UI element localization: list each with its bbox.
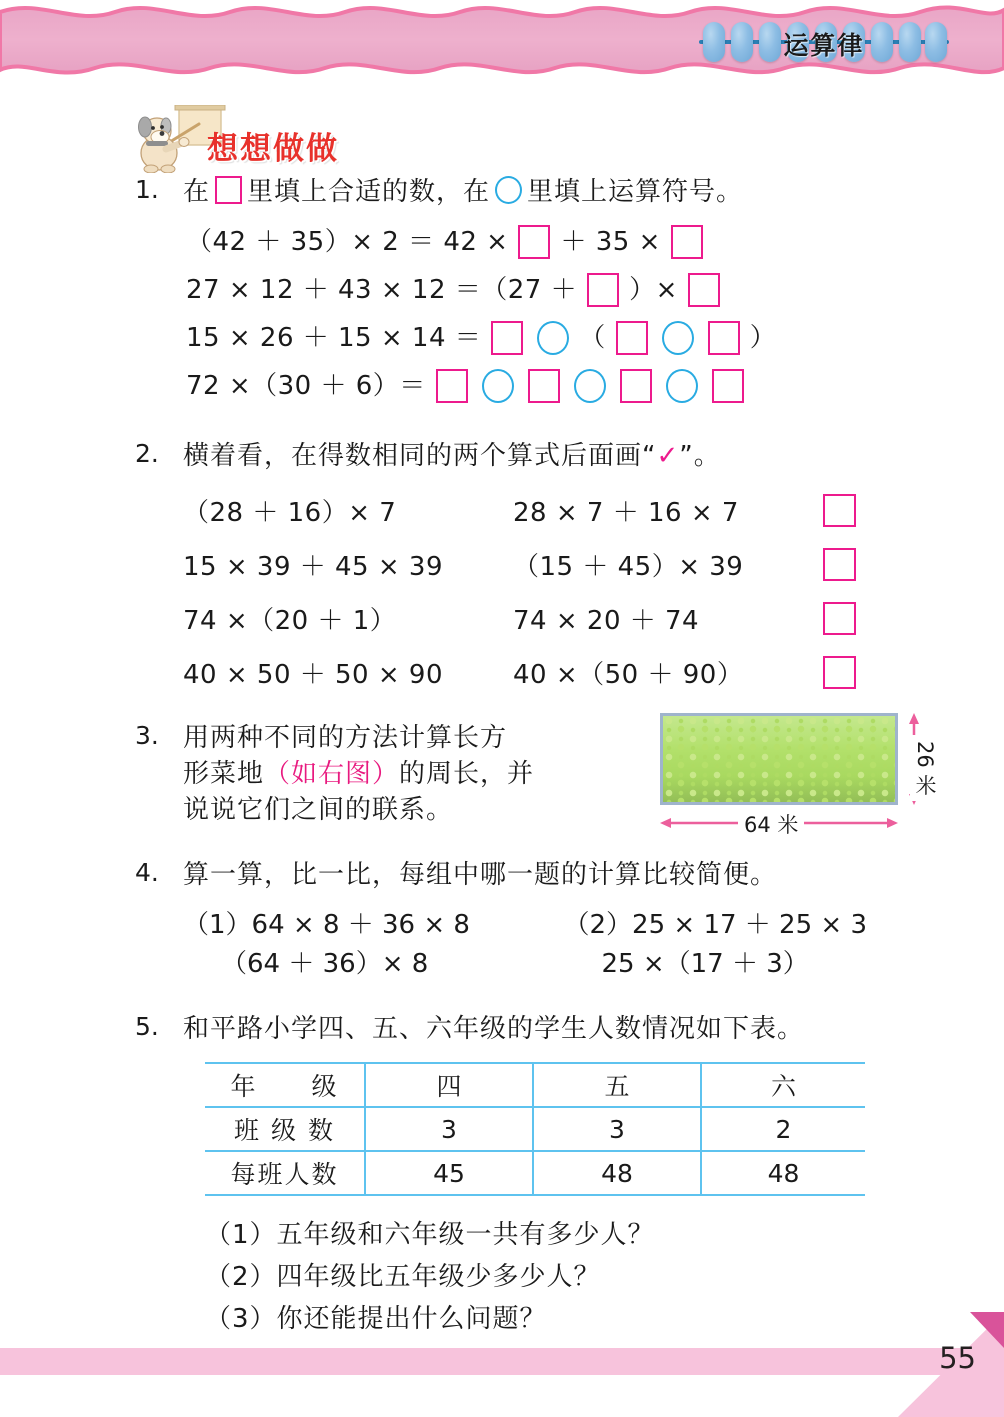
question-1-prompt-part-2: 里填上合适的数，在 [247, 177, 491, 207]
header-band [0, 0, 1004, 82]
check-icon: ✓ [656, 440, 680, 471]
table-cell: 45 [365, 1151, 533, 1195]
chapter-title: 运算律 [783, 31, 865, 60]
answer-circle-blank[interactable] [482, 369, 514, 403]
question-1-prompt [183, 175, 944, 211]
question-5 [135, 1012, 944, 1340]
equation-text: 27 × 12 ＋ 43 × 12 ＝（27 ＋ [186, 274, 578, 305]
expression-right: 40 ×（50 ＋ 90） [513, 659, 744, 690]
equation-text: 72 ×（30 ＋ 6）＝ [186, 370, 426, 401]
group-label: （2） [563, 910, 633, 941]
equation-text: ）× [629, 274, 678, 305]
question-2-prompt-before: 横着看，在得数相同的两个算式后面画“ [183, 440, 657, 471]
question-2-row [183, 492, 944, 529]
inline-circle-blank[interactable] [495, 176, 522, 204]
answer-circle-blank[interactable] [574, 369, 606, 403]
answer-box-blank[interactable] [671, 225, 703, 259]
table-cell: 48 [533, 1151, 701, 1195]
table-cell: 六 [701, 1063, 865, 1107]
question-3-number: 3. [135, 720, 159, 750]
table-row [205, 1063, 865, 1107]
sub-question: （1）五年级和六年级一共有多少人？ [205, 1220, 655, 1251]
group-expression-1: 25 × 17 ＋ 25 × 3 [632, 910, 867, 941]
answer-box-blank[interactable] [688, 273, 720, 307]
table-cell: 四 [365, 1063, 533, 1107]
row-header: 班 级 数 [205, 1107, 365, 1151]
group-expression-2: 25 ×（17 ＋ 3） [601, 949, 809, 980]
expression-left: （28 ＋ 16）× 7 [183, 497, 397, 528]
equation-text: （ [579, 322, 606, 353]
height-label: 26 米 [910, 735, 940, 801]
answer-box-blank[interactable] [823, 494, 856, 527]
see-figure-note: （如右图） [264, 758, 400, 789]
table-cell: 2 [701, 1107, 865, 1151]
group-line-1 [564, 906, 945, 945]
expression-right: 28 × 7 ＋ 16 × 7 [513, 497, 739, 528]
answer-box-blank[interactable] [436, 369, 468, 403]
answer-box-blank[interactable] [620, 369, 652, 403]
group-line-1 [183, 906, 564, 945]
footer-bar [0, 1348, 1004, 1375]
question-4-group [564, 906, 945, 984]
expression-left: 40 × 50 ＋ 50 × 90 [183, 659, 443, 690]
question-2-number: 2. [135, 438, 159, 468]
inline-box-blank[interactable] [215, 176, 242, 204]
abacus-bead-icon [871, 22, 893, 62]
answer-box-blank[interactable] [528, 369, 560, 403]
row-header: 年 级 [205, 1063, 365, 1107]
question-3-line2-c: 的周长，并 [399, 758, 535, 789]
question-3-line-3: 说说它们之间的联系。 [183, 794, 454, 825]
question-4-group [183, 906, 564, 984]
question-4-prompt: 算一算，比一比，每组中哪一题的计算比较简便。 [183, 860, 778, 891]
width-label: 64 米 [738, 809, 804, 839]
answer-circle-blank[interactable] [666, 369, 698, 403]
question-2-prompt [183, 439, 944, 475]
table-cell: 3 [533, 1107, 701, 1151]
answer-box-blank[interactable] [712, 369, 744, 403]
grade-table [205, 1062, 865, 1196]
question-1-prompt-part-1: 在 [183, 177, 211, 207]
equation-row [183, 273, 944, 307]
answer-box-blank[interactable] [708, 321, 740, 355]
question-5-number: 5. [135, 1012, 159, 1042]
answer-circle-blank[interactable] [662, 321, 694, 355]
question-1-prompt-part-3: 里填上运算符号。 [527, 177, 744, 207]
sub-question: （2）四年级比五年级少多少人？ [205, 1262, 601, 1293]
answer-box-blank[interactable] [823, 602, 856, 635]
expression-right: （15 ＋ 45）× 39 [513, 551, 744, 582]
expression-left: 15 × 39 ＋ 45 × 39 [183, 551, 443, 582]
page-content [0, 95, 1004, 1340]
expression-right: 74 × 20 ＋ 74 [513, 605, 700, 636]
question-2-row [183, 600, 944, 637]
abacus-bead-icon [899, 22, 921, 62]
question-3-line2-a: 形菜地 [183, 758, 265, 789]
group-label: （1） [183, 910, 252, 941]
group-expression-1: 64 × 8 ＋ 36 × 8 [251, 910, 470, 941]
question-5-prompt: 和平路小学四、五、六年级的学生人数情况如下表。 [183, 1014, 805, 1045]
equation-row [183, 369, 944, 403]
equation-text: （42 ＋ 35）× 2 ＝ 42 × [186, 226, 509, 257]
equation-text: 15 × 26 ＋ 15 × 14 ＝ [186, 322, 482, 353]
row-header: 每班人数 [205, 1151, 365, 1195]
equation-row [183, 225, 944, 259]
table-cell: 48 [701, 1151, 865, 1195]
question-1-number: 1. [135, 175, 159, 204]
equation-row [183, 321, 944, 355]
question-4-groups [183, 906, 944, 984]
garden-figure [660, 713, 937, 837]
answer-box-blank[interactable] [518, 225, 550, 259]
answer-box-blank[interactable] [491, 321, 523, 355]
abacus-bead-icon [759, 22, 781, 62]
question-4-number: 4. [135, 858, 159, 888]
question-2-row [183, 654, 944, 691]
table-cell: 3 [365, 1107, 533, 1151]
section-title: 想想做做 [207, 131, 339, 167]
question-4 [135, 858, 944, 984]
vegetable-garden-image [660, 713, 898, 805]
question-2-row [183, 546, 944, 583]
table-row [205, 1151, 865, 1195]
table-cell: 五 [533, 1063, 701, 1107]
answer-circle-blank[interactable] [537, 321, 569, 355]
answer-box-blank[interactable] [823, 656, 856, 689]
question-2-prompt-after: ”。 [679, 440, 721, 471]
table-row [205, 1107, 865, 1151]
abacus-bead-icon [703, 22, 725, 62]
abacus-bead-icon [731, 22, 753, 62]
equation-text: ） [749, 322, 777, 353]
question-3 [135, 720, 944, 837]
question-1 [135, 175, 944, 403]
chapter-title-badge [699, 16, 949, 66]
equation-text: ＋ 35 × [560, 226, 661, 257]
answer-box-blank[interactable] [587, 273, 619, 307]
expression-left: 74 ×（20 ＋ 1） [183, 605, 397, 636]
question-3-line-1: 用两种不同的方法计算长方 [183, 722, 508, 753]
abacus-bead-icon [925, 22, 947, 62]
group-expression-2: （64 ＋ 36）× 8 [221, 949, 429, 980]
answer-box-blank[interactable] [616, 321, 648, 355]
sub-question: （3）你还能提出什么问题？ [205, 1304, 547, 1335]
answer-box-blank[interactable] [823, 548, 856, 581]
section-header [135, 95, 1004, 173]
question-2 [135, 439, 944, 691]
page-number: 55 [939, 1341, 976, 1375]
